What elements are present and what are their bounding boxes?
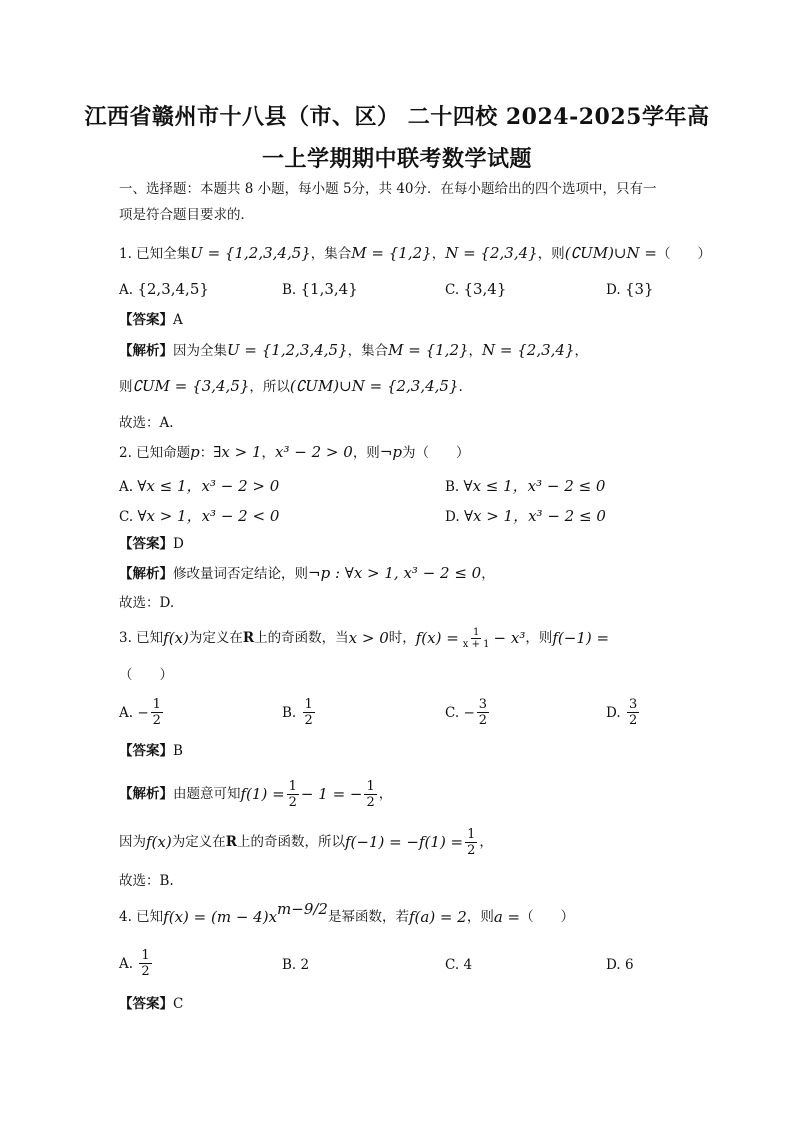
q1-option-b xyxy=(282,280,358,298)
option-value: {1,3,4} xyxy=(300,280,358,298)
q2-separator: ， xyxy=(261,445,276,461)
analysis-text: ， xyxy=(481,566,495,582)
q4-definition: f(x) = (m − 4)x xyxy=(163,908,278,926)
q3-stem-start: 3. 已知 xyxy=(119,630,164,646)
q3-definition-fraction xyxy=(461,627,492,650)
answer-tag: 【答案】 xyxy=(119,996,173,1012)
q3-definition-right: − x³ xyxy=(493,629,526,647)
q3-option-d xyxy=(606,697,641,728)
q3-analysis-line-2 xyxy=(119,824,493,860)
option-label: C. xyxy=(445,957,460,973)
answer-value: A xyxy=(173,312,183,328)
option-label: C. xyxy=(445,282,460,298)
q1-set-m: M = {1,2} xyxy=(351,244,432,262)
q1-universal-set: U = {1,2,3,4,5} xyxy=(190,244,311,262)
q1-stem-start: 1. 已知全集 xyxy=(119,246,191,262)
fraction-denominator: 2 xyxy=(366,794,375,810)
answer-tag: 【答案】 xyxy=(119,312,173,328)
q1-stem-then: ，则 xyxy=(537,246,565,262)
answer-tag: 【答案】 xyxy=(119,743,173,759)
q2-stem-end: 为（ ） xyxy=(401,445,470,461)
option-value: 4 xyxy=(463,957,473,973)
question-4-stem xyxy=(119,900,575,929)
q3-function: f(x) xyxy=(163,629,189,647)
document-title-line-2: 一上学期期中联考数学试题 xyxy=(261,146,532,172)
q1-paren: （ ） xyxy=(656,246,711,262)
q2-analysis xyxy=(119,564,495,583)
q2-colon: ： xyxy=(199,445,214,461)
option-label: B. xyxy=(282,957,297,973)
q3-stem-text: 为定义在 xyxy=(188,630,243,646)
option-value: {2,3,4,5} xyxy=(137,280,209,298)
q1-choice: 故选：A. xyxy=(119,415,174,431)
option-value: 6 xyxy=(624,957,634,973)
q4-stem-text: 是幂函数，若 xyxy=(327,909,409,925)
answer-tag: 【答案】 xyxy=(119,536,173,552)
fraction-numerator: 3 xyxy=(478,697,488,712)
q1-expression: (∁UM)∪N = xyxy=(564,244,657,262)
q4-question: a = xyxy=(493,908,521,926)
analysis-tag: 【解析】 xyxy=(119,566,173,582)
q1-option-c xyxy=(445,280,506,298)
analysis-text: 为定义在 xyxy=(171,834,226,850)
option-sign: − xyxy=(463,704,475,721)
analysis-fraction xyxy=(287,779,299,810)
analysis-text: ， xyxy=(378,786,393,802)
q2-choice: 故选：D. xyxy=(119,595,175,611)
q3-stem-text: 上的奇函数，当 xyxy=(254,630,349,646)
fraction-numerator: 1 xyxy=(288,778,297,794)
q4-stem-then: ，则 xyxy=(466,909,494,925)
fraction-denominator: 2 xyxy=(628,713,638,728)
analysis-math: M = {1,2} xyxy=(388,341,469,359)
q1-answer xyxy=(119,311,183,329)
q4-answer xyxy=(119,995,183,1013)
option-label: B. xyxy=(282,704,297,721)
fraction-numerator: 1 xyxy=(141,948,150,963)
q4-paren: （ ） xyxy=(520,909,575,925)
q1-set-n: N = {2,3,4} xyxy=(445,244,538,262)
option-label: B. xyxy=(445,479,460,495)
analysis-math: f(1) = xyxy=(240,785,285,803)
option-label: C. xyxy=(119,509,134,525)
document-title-line-1: 江西省赣州市十八县（市、区） 二十四校 2024-2025学年高 xyxy=(84,104,710,130)
analysis-text: . xyxy=(458,379,463,395)
section-instruction-line-2: 项是符合题目要求的． xyxy=(119,207,254,223)
option-label: A. xyxy=(119,955,134,972)
analysis-math: ∁UM = {3,4,5} xyxy=(132,377,250,395)
q3-option-b xyxy=(282,697,317,728)
q2-inequality: x³ − 2 > 0 xyxy=(275,443,353,461)
analysis-fraction xyxy=(364,779,376,810)
option-fraction xyxy=(477,697,489,728)
fraction-numerator: 1 xyxy=(152,697,161,712)
q4-condition: f(a) = 2 xyxy=(408,908,467,926)
analysis-math: N = {2,3,4} xyxy=(482,341,575,359)
analysis-math: f(x) xyxy=(146,833,172,851)
option-label: D. xyxy=(606,704,621,721)
analysis-text: 则 xyxy=(119,379,133,395)
fraction-numerator: 1 xyxy=(304,697,313,712)
option-label: A. xyxy=(119,479,134,495)
analysis-text: ，所以 xyxy=(249,379,290,395)
q1-analysis-line-1 xyxy=(119,341,588,360)
fraction-denominator: 2 xyxy=(478,713,488,728)
analysis-math: (∁UM)∪N = {2,3,4,5} xyxy=(289,377,459,395)
option-value: {3} xyxy=(624,280,654,298)
q3-analysis-line-1 xyxy=(119,776,392,812)
fraction-denominator: 2 xyxy=(304,713,313,728)
answer-value: C xyxy=(173,996,184,1012)
question-1-stem xyxy=(119,244,711,263)
analysis-tag: 【解析】 xyxy=(119,786,173,802)
q2-option-b xyxy=(445,475,605,496)
q2-quantifier: ∃x > 1 xyxy=(213,443,262,461)
option-label: D. xyxy=(606,957,621,973)
fraction-numerator: 1 xyxy=(472,626,480,638)
analysis-math: − 1 = − xyxy=(300,785,363,803)
analysis-text: 因为 xyxy=(119,834,146,850)
q2-option-c xyxy=(119,505,279,526)
option-value: {3,4} xyxy=(463,280,507,298)
option-fraction xyxy=(151,697,163,728)
fraction-denominator: 2 xyxy=(288,794,297,810)
q3-condition: x > 0 xyxy=(348,629,389,647)
fraction-denominator: 2 xyxy=(467,842,476,858)
q3-question: f(−1) = xyxy=(552,629,610,647)
q2-proposition: p xyxy=(190,443,200,461)
question-2-stem xyxy=(119,443,469,462)
q3-paren: （ ） xyxy=(119,667,173,683)
analysis-text: 由题意可知 xyxy=(173,786,241,802)
q4-exponent: m−9/2 xyxy=(277,900,328,918)
fraction-denominator: 2 xyxy=(141,964,150,979)
option-value: ∀x > 1，x³ − 2 ≤ 0 xyxy=(463,507,606,525)
q1-analysis-line-2 xyxy=(119,377,463,396)
q1-option-a xyxy=(119,280,209,298)
q2-stem-start: 2. 已知命题 xyxy=(119,445,191,461)
analysis-text: ， xyxy=(479,834,493,850)
fraction-numerator: 1 xyxy=(467,826,476,842)
option-label: D. xyxy=(606,282,621,298)
option-value: ∀x ≤ 1，x³ − 2 > 0 xyxy=(137,477,280,495)
q3-answer xyxy=(119,742,183,760)
analysis-math: U = {1,2,3,4,5} xyxy=(227,341,348,359)
fraction-denominator: x + 1 xyxy=(462,638,490,650)
q2-option-a xyxy=(119,475,279,496)
q2-answer xyxy=(119,535,184,553)
q1-separator: ， xyxy=(431,246,446,262)
option-label: C. xyxy=(445,704,460,721)
option-value: 2 xyxy=(300,957,310,973)
option-sign: − xyxy=(137,704,149,721)
question-3-stem xyxy=(119,623,609,653)
analysis-real-set: R xyxy=(225,834,237,850)
analysis-tag: 【解析】 xyxy=(119,343,173,359)
answer-value: D xyxy=(173,536,184,552)
q3-choice: 故选：B. xyxy=(119,873,174,889)
fraction-numerator: 3 xyxy=(628,697,638,712)
analysis-text: ， xyxy=(468,343,483,359)
q2-negation: ¬p xyxy=(379,443,402,461)
option-label: D. xyxy=(445,509,460,525)
analysis-text: ， xyxy=(574,343,589,359)
section-instruction-line-1: 一、选择题：本题共 8 小题，每小题 5分，共 40分．在每小题给出的四个选项中，只有一 xyxy=(119,181,657,197)
q4-option-b xyxy=(282,957,309,973)
q3-stem-text: 时， xyxy=(388,630,416,646)
q4-option-c xyxy=(445,957,472,973)
option-fraction xyxy=(139,948,151,979)
q3-option-a xyxy=(119,697,165,728)
q1-stem-mid: ，集合 xyxy=(310,246,352,262)
q2-stem-then: ，则 xyxy=(352,445,380,461)
q4-stem-start: 4. 已知 xyxy=(119,909,164,925)
fraction-denominator: 2 xyxy=(152,713,161,728)
answer-value: B xyxy=(173,743,183,759)
q3-option-c xyxy=(445,697,491,728)
option-label: B. xyxy=(282,282,297,298)
q3-real-set: R xyxy=(242,630,255,646)
analysis-text: 上的奇函数，所以 xyxy=(236,834,345,850)
option-value: ∀x ≤ 1，x³ − 2 ≤ 0 xyxy=(463,477,606,495)
analysis-math: f(−1) = −f(1) = xyxy=(344,833,464,851)
q1-option-d xyxy=(606,280,654,298)
q4-option-d xyxy=(606,957,634,973)
option-label: A. xyxy=(119,704,134,721)
option-value: ∀x > 1，x³ − 2 < 0 xyxy=(137,507,280,525)
q2-option-d xyxy=(445,505,606,526)
q3-stem-then: ，则 xyxy=(525,630,553,646)
fraction-numerator: 1 xyxy=(366,778,375,794)
option-fraction xyxy=(303,697,315,728)
analysis-text: ，集合 xyxy=(347,343,389,359)
analysis-fraction xyxy=(465,827,477,858)
option-fraction xyxy=(627,697,639,728)
option-label: A. xyxy=(119,282,134,298)
analysis-math: ¬p : ∀x > 1, x³ − 2 ≤ 0 xyxy=(308,564,482,582)
q4-option-a xyxy=(119,948,154,979)
q3-definition-left: f(x) = xyxy=(415,629,459,647)
analysis-text: 修改量词否定结论，则 xyxy=(173,566,308,582)
analysis-text: 因为全集 xyxy=(173,343,227,359)
